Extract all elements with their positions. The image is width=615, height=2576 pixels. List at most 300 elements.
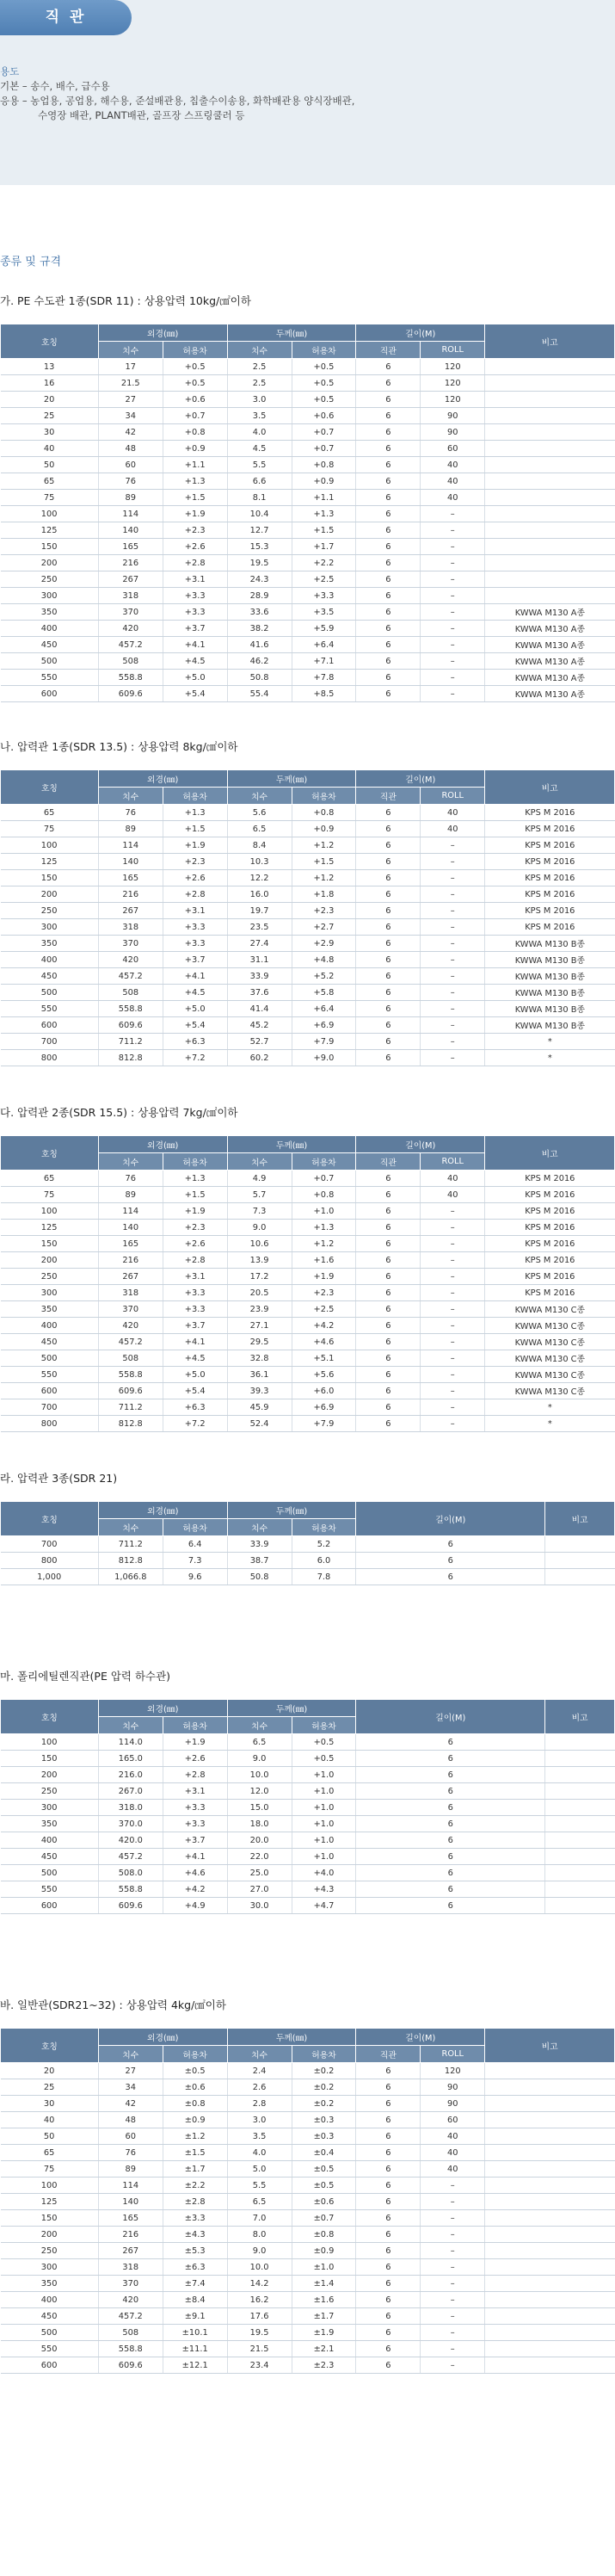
- table-cell: 508: [98, 653, 163, 670]
- table-cell: 8.4: [227, 837, 292, 854]
- table-spacer: [0, 1914, 615, 1997]
- table-cell: +2.5: [292, 1301, 356, 1318]
- table-cell: +5.2: [292, 968, 356, 985]
- table-cell: KWWA M130 C종: [485, 1350, 615, 1367]
- table-cell: 267: [98, 571, 163, 588]
- table-cell: 19.7: [227, 903, 292, 919]
- table-row: [1, 588, 615, 604]
- table-cell: 6: [356, 424, 421, 441]
- table-cell: –: [421, 1203, 485, 1220]
- table-cell: +0.5: [292, 1734, 356, 1751]
- table-cell: –: [421, 2341, 485, 2357]
- col-header-dimension: 치수: [98, 1717, 163, 1734]
- table-cell: 20.0: [227, 1832, 292, 1849]
- col-header-thickness: 두께(㎜): [227, 1136, 356, 1153]
- table-cell: 500: [1, 2325, 99, 2341]
- table-cell: ±0.2: [292, 2096, 356, 2112]
- table-cell: +1.9: [292, 1269, 356, 1285]
- table-cell: +4.5: [163, 1350, 227, 1367]
- spec-table: [0, 2028, 615, 2374]
- table-cell: ±0.9: [163, 2112, 227, 2128]
- table-cell: 6: [356, 2357, 421, 2374]
- table-cell: ±6.3: [163, 2259, 227, 2276]
- table-cell: +6.4: [292, 1001, 356, 1017]
- table-cell: [485, 522, 615, 539]
- table-title: 가. PE 수도관 1종(SDR 11) : 상용압력 10kg/㎠이하: [0, 294, 251, 307]
- table-cell: 6: [356, 2243, 421, 2259]
- spec-table-block: [0, 1470, 615, 1585]
- table-row: [1, 2357, 615, 2374]
- table-row: [1, 2292, 615, 2308]
- table-cell: +1.1: [163, 457, 227, 473]
- table-cell: 6: [356, 1751, 545, 1767]
- table-cell: 350: [1, 1816, 99, 1832]
- table-cell: 500: [1, 653, 99, 670]
- table-cell: 21.5: [227, 2341, 292, 2357]
- table-row: [1, 1034, 615, 1050]
- table-cell: 30: [1, 2096, 99, 2112]
- table-cell: 21.5: [98, 375, 163, 392]
- table-cell: 6: [356, 1800, 545, 1816]
- table-cell: ±1.2: [163, 2128, 227, 2145]
- table-cell: –: [421, 1350, 485, 1367]
- table-cell: 75: [1, 1187, 99, 1203]
- table-cell: +2.5: [292, 571, 356, 588]
- table-cell: 13.9: [227, 1252, 292, 1269]
- table-cell: 20.5: [227, 1285, 292, 1301]
- table-cell: +0.5: [163, 359, 227, 375]
- table-cell: 400: [1, 2292, 99, 2308]
- col-header-tolerance: 허용차: [292, 2046, 356, 2063]
- table-cell: 17.6: [227, 2308, 292, 2325]
- table-cell: 812.8: [98, 1050, 163, 1066]
- table-cell: +3.3: [292, 588, 356, 604]
- table-row: [1, 1751, 615, 1767]
- table-cell: 267: [98, 903, 163, 919]
- table-cell: 41.6: [227, 637, 292, 653]
- table-cell: 37.6: [227, 985, 292, 1001]
- table-cell: 6.6: [227, 473, 292, 490]
- table-cell: 114: [98, 1203, 163, 1220]
- table-cell: 65: [1, 1171, 99, 1187]
- table-cell: KWWA M130 B종: [485, 1017, 615, 1034]
- table-cell: 400: [1, 952, 99, 968]
- table-cell: [545, 1800, 615, 1816]
- table-cell: 16.2: [227, 2292, 292, 2308]
- table-cell: +1.5: [163, 821, 227, 837]
- table-cell: +4.1: [163, 968, 227, 985]
- table-cell: 6: [356, 588, 421, 604]
- table-cell: +0.5: [163, 375, 227, 392]
- table-row: [1, 1898, 615, 1914]
- table-cell: ±1.0: [292, 2259, 356, 2276]
- usage-line: 수영장 배관, PLANT배관, 골프장 스프링쿨러 등: [38, 109, 245, 121]
- table-row: [1, 490, 615, 506]
- table-cell: –: [421, 985, 485, 1001]
- table-spacer: [0, 1066, 615, 1104]
- table-cell: 33.9: [227, 968, 292, 985]
- table-cell: +2.3: [163, 854, 227, 870]
- table-cell: +6.4: [292, 637, 356, 653]
- col-header-roll: ROLL: [421, 788, 485, 805]
- table-cell: 6: [356, 555, 421, 571]
- usage-block: [0, 65, 354, 123]
- col-header-tolerance: 허용차: [292, 342, 356, 359]
- table-cell: +3.1: [163, 903, 227, 919]
- table-cell: KWWA M130 B종: [485, 985, 615, 1001]
- table-cell: 6: [356, 408, 421, 424]
- table-cell: +1.6: [292, 1252, 356, 1269]
- table-row: [1, 686, 615, 702]
- table-cell: 9.0: [227, 1751, 292, 1767]
- table-cell: 6: [356, 2276, 421, 2292]
- table-cell: 45.2: [227, 1017, 292, 1034]
- table-cell: KPS M 2016: [485, 1171, 615, 1187]
- table-cell: +3.3: [163, 1800, 227, 1816]
- table-title: 마. 폴리에틸렌직관(PE 압력 하수관): [0, 1670, 171, 1683]
- table-cell: –: [421, 637, 485, 653]
- table-cell: 140: [98, 2194, 163, 2210]
- table-cell: 60: [421, 2112, 485, 2128]
- table-cell: –: [421, 2210, 485, 2227]
- table-cell: ±0.5: [163, 2063, 227, 2079]
- table-cell: +3.3: [163, 919, 227, 936]
- table-cell: +4.2: [163, 1881, 227, 1898]
- table-cell: +3.3: [163, 604, 227, 621]
- table-cell: 75: [1, 490, 99, 506]
- col-header-length: 길이(M): [356, 770, 485, 788]
- table-cell: 450: [1, 1334, 99, 1350]
- table-cell: 10.0: [227, 1767, 292, 1783]
- table-row: [1, 653, 615, 670]
- table-cell: 500: [1, 985, 99, 1001]
- table-cell: 114.0: [98, 1734, 163, 1751]
- table-cell: 40: [421, 490, 485, 506]
- table-cell: 2.6: [227, 2079, 292, 2096]
- table-cell: +0.8: [292, 805, 356, 821]
- table-cell: 216.0: [98, 1767, 163, 1783]
- table-cell: 6: [356, 1203, 421, 1220]
- table-cell: ±0.6: [163, 2079, 227, 2096]
- table-cell: +7.1: [292, 653, 356, 670]
- table-row: [1, 2227, 615, 2243]
- table-cell: *: [485, 1399, 615, 1416]
- table-cell: 5.6: [227, 805, 292, 821]
- table-cell: 370.0: [98, 1816, 163, 1832]
- table-row: [1, 1301, 615, 1318]
- table-cell: [545, 1553, 615, 1569]
- table-cell: 3.0: [227, 2112, 292, 2128]
- table-cell: 6: [356, 2112, 421, 2128]
- table-cell: 6: [356, 1832, 545, 1849]
- table-cell: 6: [356, 441, 421, 457]
- table-cell: 450: [1, 2308, 99, 2325]
- table-row: [1, 2145, 615, 2161]
- col-header-outer-diameter: 외경(㎜): [98, 770, 227, 788]
- table-cell: 60: [421, 441, 485, 457]
- table-row: [1, 952, 615, 968]
- col-header-outer-diameter: 외경(㎜): [98, 324, 227, 342]
- table-cell: 6: [356, 604, 421, 621]
- table-cell: 6: [356, 936, 421, 952]
- table-row: [1, 539, 615, 555]
- col-header-nominal: 호칭: [1, 1136, 99, 1171]
- table-cell: +1.0: [292, 1767, 356, 1783]
- table-cell: –: [421, 2357, 485, 2374]
- table-cell: +2.8: [163, 555, 227, 571]
- table-cell: 6: [356, 457, 421, 473]
- table-cell: 120: [421, 2063, 485, 2079]
- col-header-remark: 비고: [485, 770, 615, 805]
- table-cell: –: [421, 2325, 485, 2341]
- table-cell: –: [421, 1252, 485, 1269]
- table-cell: 6: [356, 837, 421, 854]
- spec-table-block: [0, 1997, 615, 2374]
- table-cell: 318: [98, 1285, 163, 1301]
- table-cell: 60: [98, 457, 163, 473]
- table-cell: KPS M 2016: [485, 1203, 615, 1220]
- table-cell: KPS M 2016: [485, 1285, 615, 1301]
- table-cell: +5.8: [292, 985, 356, 1001]
- table-cell: KWWA M130 C종: [485, 1383, 615, 1399]
- table-cell: [545, 1734, 615, 1751]
- table-cell: 370: [98, 604, 163, 621]
- table-cell: ±1.4: [292, 2276, 356, 2292]
- table-cell: 90: [421, 2096, 485, 2112]
- table-cell: 125: [1, 522, 99, 539]
- table-cell: 5.2: [292, 1536, 356, 1553]
- table-cell: 41.4: [227, 1001, 292, 1017]
- table-cell: –: [421, 1334, 485, 1350]
- table-cell: [485, 2210, 615, 2227]
- col-header-straight: 직관: [356, 788, 421, 805]
- spec-table-block: [0, 1668, 615, 1914]
- table-row: [1, 621, 615, 637]
- table-cell: 6: [356, 1767, 545, 1783]
- table-cell: 6: [356, 952, 421, 968]
- spec-table: [0, 1699, 615, 1914]
- table-cell: [485, 2357, 615, 2374]
- table-cell: 6: [356, 919, 421, 936]
- table-cell: +3.7: [163, 1832, 227, 1849]
- table-cell: 6: [356, 621, 421, 637]
- table-row: [1, 1050, 615, 1066]
- table-cell: 350: [1, 936, 99, 952]
- table-cell: 6: [356, 2308, 421, 2325]
- table-cell: –: [421, 903, 485, 919]
- col-header-tolerance: 허용차: [163, 788, 227, 805]
- table-cell: 6: [356, 1350, 421, 1367]
- table-cell: –: [421, 870, 485, 886]
- table-cell: 6.5: [227, 2194, 292, 2210]
- table-cell: 3.5: [227, 2128, 292, 2145]
- spec-table: [0, 324, 615, 702]
- table-cell: 30: [1, 424, 99, 441]
- table-cell: 165.0: [98, 1751, 163, 1767]
- table-cell: 17.2: [227, 1269, 292, 1285]
- table-cell: +2.2: [292, 555, 356, 571]
- table-cell: 6: [356, 1220, 421, 1236]
- table-spacer: [0, 1585, 615, 1668]
- table-cell: 6: [356, 1252, 421, 1269]
- table-cell: [485, 2276, 615, 2292]
- table-row: [1, 1350, 615, 1367]
- table-cell: 6: [356, 1569, 545, 1585]
- table-cell: +6.0: [292, 1383, 356, 1399]
- table-row: [1, 670, 615, 686]
- table-cell: 22.0: [227, 1849, 292, 1865]
- table-cell: +5.4: [163, 686, 227, 702]
- table-row: [1, 1383, 615, 1399]
- table-cell: 120: [421, 392, 485, 408]
- table-cell: 6: [356, 2194, 421, 2210]
- table-cell: [485, 457, 615, 473]
- table-row: [1, 1220, 615, 1236]
- table-cell: 76: [98, 473, 163, 490]
- table-cell: 40: [421, 457, 485, 473]
- table-row: [1, 2063, 615, 2079]
- table-row: [1, 837, 615, 854]
- table-cell: *: [485, 1416, 615, 1432]
- table-row: [1, 1816, 615, 1832]
- table-cell: 6: [356, 1865, 545, 1881]
- table-cell: 34: [98, 2079, 163, 2096]
- table-cell: 6: [356, 637, 421, 653]
- table-cell: 609.6: [98, 2357, 163, 2374]
- col-header-outer-diameter: 외경(㎜): [98, 2029, 227, 2046]
- table-cell: +1.8: [292, 886, 356, 903]
- table-cell: 216: [98, 1252, 163, 1269]
- table-cell: 6.5: [227, 821, 292, 837]
- table-cell: –: [421, 2194, 485, 2210]
- table-cell: ±0.5: [292, 2178, 356, 2194]
- table-row: [1, 408, 615, 424]
- table-cell: 23.5: [227, 919, 292, 936]
- col-header-remark: 비고: [545, 1502, 615, 1536]
- table-cell: 457.2: [98, 2308, 163, 2325]
- table-cell: 50: [1, 457, 99, 473]
- table-cell: +1.3: [292, 1220, 356, 1236]
- table-cell: –: [421, 571, 485, 588]
- table-cell: 6: [356, 821, 421, 837]
- section-title: 종류 및 규격: [0, 256, 62, 269]
- table-cell: [485, 375, 615, 392]
- table-cell: 36.1: [227, 1367, 292, 1383]
- table-cell: +1.0: [292, 1203, 356, 1220]
- table-cell: 5.0: [227, 2161, 292, 2178]
- table-cell: 25.0: [227, 1865, 292, 1881]
- table-cell: 250: [1, 903, 99, 919]
- table-cell: 6: [356, 653, 421, 670]
- table-cell: 6: [356, 1001, 421, 1017]
- table-row: [1, 903, 615, 919]
- table-cell: 150: [1, 2210, 99, 2227]
- table-cell: –: [421, 854, 485, 870]
- table-cell: KWWA M130 B종: [485, 1001, 615, 1017]
- table-cell: 550: [1, 1367, 99, 1383]
- table-cell: 600: [1, 2357, 99, 2374]
- table-row: [1, 1569, 615, 1585]
- table-cell: +0.8: [292, 457, 356, 473]
- table-cell: 29.5: [227, 1334, 292, 1350]
- table-cell: [485, 424, 615, 441]
- table-cell: ±0.2: [292, 2063, 356, 2079]
- table-cell: –: [421, 1367, 485, 1383]
- table-cell: –: [421, 837, 485, 854]
- table-row: [1, 2325, 615, 2341]
- table-cell: +3.1: [163, 571, 227, 588]
- table-cell: 457.2: [98, 1849, 163, 1865]
- table-cell: 8.1: [227, 490, 292, 506]
- table-cell: +2.8: [163, 886, 227, 903]
- col-header-tolerance: 허용차: [292, 788, 356, 805]
- col-header-length: 길이(M): [356, 2029, 485, 2046]
- table-cell: 7.3: [163, 1553, 227, 1569]
- table-cell: 46.2: [227, 653, 292, 670]
- table-cell: 6: [356, 968, 421, 985]
- table-cell: +2.6: [163, 1236, 227, 1252]
- table-cell: 6: [356, 1367, 421, 1383]
- table-cell: 4.5: [227, 441, 292, 457]
- table-cell: –: [421, 1017, 485, 1034]
- table-row: [1, 1203, 615, 1220]
- col-header-remark: 비고: [485, 324, 615, 359]
- table-cell: +0.6: [292, 408, 356, 424]
- table-row: [1, 1236, 615, 1252]
- table-cell: KWWA M130 C종: [485, 1367, 615, 1383]
- table-cell: KPS M 2016: [485, 1187, 615, 1203]
- table-cell: 28.9: [227, 588, 292, 604]
- table-cell: 318: [98, 919, 163, 936]
- table-cell: 89: [98, 2161, 163, 2178]
- table-title: 라. 압력관 3종(SDR 21): [0, 1472, 118, 1485]
- table-cell: –: [421, 1269, 485, 1285]
- table-cell: –: [421, 2243, 485, 2259]
- table-cell: ±0.9: [292, 2243, 356, 2259]
- table-cell: 4.0: [227, 2145, 292, 2161]
- table-cell: +1.2: [292, 1236, 356, 1252]
- table-cell: KWWA M130 A종: [485, 604, 615, 621]
- table-cell: 76: [98, 805, 163, 821]
- table-row: [1, 1800, 615, 1816]
- table-cell: 6: [356, 2210, 421, 2227]
- table-cell: 38.2: [227, 621, 292, 637]
- table-cell: +0.9: [292, 473, 356, 490]
- table-cell: 508: [98, 1350, 163, 1367]
- col-header-straight: 직관: [356, 342, 421, 359]
- table-cell: 550: [1, 1001, 99, 1017]
- table-cell: 25: [1, 2079, 99, 2096]
- table-cell: 6: [356, 1050, 421, 1066]
- table-row: [1, 571, 615, 588]
- table-cell: *: [485, 1034, 615, 1050]
- table-row: [1, 919, 615, 936]
- table-cell: 609.6: [98, 1383, 163, 1399]
- table-cell: +1.5: [292, 854, 356, 870]
- table-cell: ±0.8: [163, 2096, 227, 2112]
- col-header-outer-diameter: 외경(㎜): [98, 1700, 227, 1717]
- table-cell: 250: [1, 1783, 99, 1800]
- table-cell: 3.5: [227, 408, 292, 424]
- col-header-nominal: 호칭: [1, 1502, 99, 1536]
- table-cell: 200: [1, 1252, 99, 1269]
- table-cell: 216: [98, 555, 163, 571]
- col-header-tolerance: 허용차: [163, 1519, 227, 1536]
- table-cell: +1.0: [292, 1832, 356, 1849]
- table-cell: 609.6: [98, 686, 163, 702]
- table-cell: ±0.8: [292, 2227, 356, 2243]
- table-row: [1, 1001, 615, 1017]
